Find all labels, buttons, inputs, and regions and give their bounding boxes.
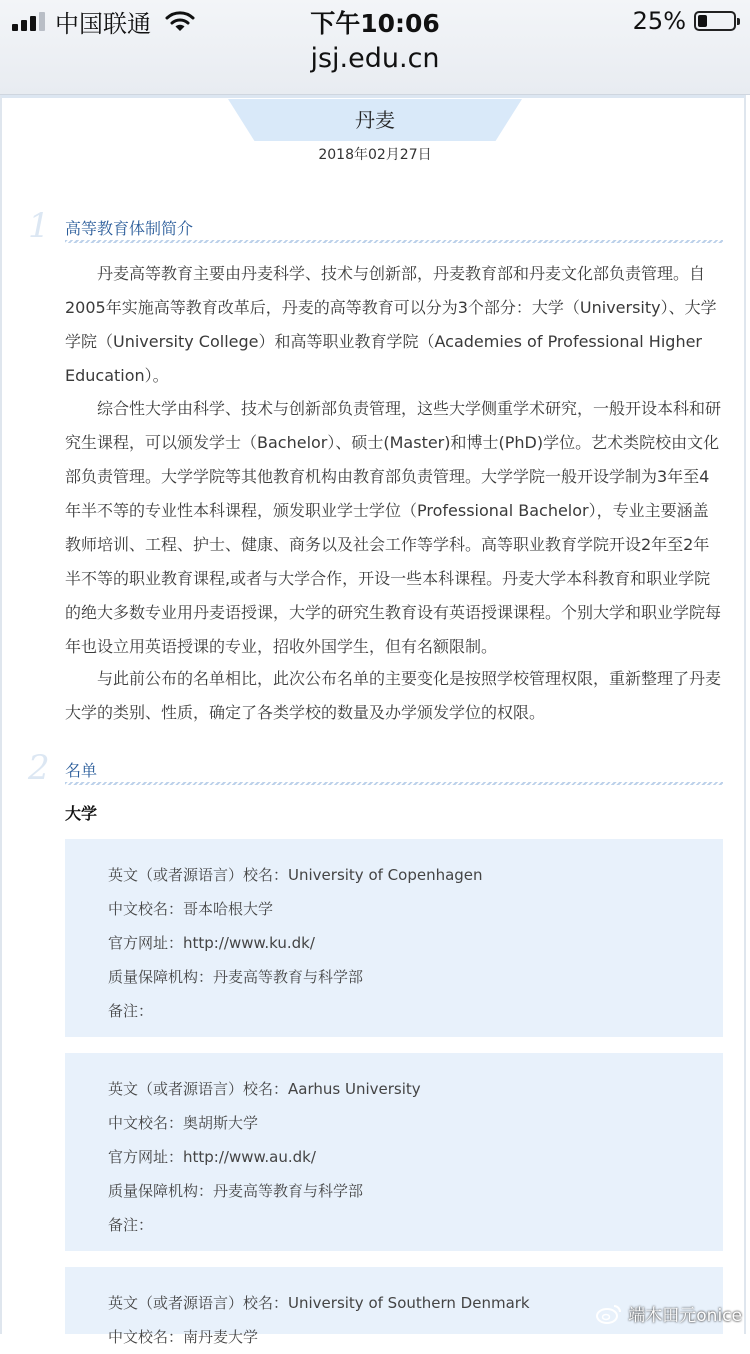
chinese-name-value: 南丹麦大学 — [183, 1328, 259, 1346]
remarks-row — [108, 994, 723, 1028]
browser-top-bar — [0, 0, 750, 95]
battery-percent: 25% — [632, 7, 686, 35]
english-name-value: University of Copenhagen — [288, 866, 483, 884]
website-row — [108, 1140, 723, 1174]
english-name-value: University of Southern Denmark — [288, 1294, 530, 1312]
english-name-row — [108, 858, 723, 892]
qa-agency-value: 丹麦高等教育与科学部 — [213, 1182, 364, 1200]
address-bar-url[interactable]: jsj.edu.cn — [310, 43, 440, 74]
field-label: 中文校名： — [108, 1114, 184, 1132]
website-row — [108, 926, 723, 960]
publish-date: 2018年02月27日 — [318, 147, 432, 163]
field-label: 官方网址： — [108, 1148, 184, 1166]
field-label: 官方网址： — [108, 934, 184, 952]
weibo-logo-icon — [596, 1304, 622, 1324]
section-title: 高等教育体制简介 — [65, 219, 194, 238]
intro-paragraph: 丹麦高等教育主要由丹麦科学、技术与创新部，丹麦教育部和丹麦文化部负责管理。自2005年实施高等教育改革后，丹麦的高等教育可以分为3个部分：大学（University）、大学学院（University College）和高等职业教育学院（Academies of Professional Higher Education）。 — [65, 264, 717, 385]
category-heading: 大学 — [65, 804, 98, 823]
website-value: http://www.ku.dk/ — [183, 934, 315, 952]
carrier-name: 中国联通 — [55, 9, 151, 38]
chinese-name-row — [108, 1106, 723, 1140]
field-label: 质量保障机构： — [108, 1182, 214, 1200]
field-label: 质量保障机构： — [108, 968, 214, 986]
english-name-row — [108, 1072, 723, 1106]
status-time: 下午10:06 — [310, 9, 440, 38]
section-divider — [65, 782, 723, 785]
website-value: http://www.au.dk/ — [183, 1148, 316, 1166]
intro-paragraph: 与此前公布的名单相比，此次公布名单的主要变化是按照学校管理权限，重新整理了丹麦大学的类别、性质，确定了各类学校的数量及办学颁发学位的权限。 — [65, 669, 722, 722]
qa-agency-row — [108, 1174, 723, 1208]
field-label: 英文（或者源语言）校名： — [108, 1294, 289, 1312]
watermark-text: 端木田元onice — [628, 1306, 742, 1326]
qa-agency-value: 丹麦高等教育与科学部 — [213, 968, 364, 986]
weibo-watermark — [596, 1301, 742, 1326]
chinese-name-value: 哥本哈根大学 — [183, 900, 274, 918]
field-label: 英文（或者源语言）校名： — [108, 1080, 289, 1098]
english-name-value: Aarhus University — [288, 1080, 421, 1098]
field-label: 中文校名： — [108, 900, 184, 918]
field-label: 备注： — [108, 1216, 154, 1234]
intro-paragraph: 综合性大学由科学、技术与创新部负责管理，这些大学侧重学术研究，一般开设本科和研究生课程，可以颁发学士（Bachelor）、硕士(Master)和博士(PhD)学位。艺术类院校由文化部负责管理。大学学院等其他教育机构由教育部负责管理。大学学院一般开设学制为3年至4年半不等的专业性本科课程，颁发职业学士学位（Professional Bachelor），专业主要涵盖教师培训、工程、护士、健康、商务以及社会工作等学科。高等职业教育学院开设2年至2年半不等的职业教育课程,或者与大学合作，开设一些本科课程。丹麦大学本科教育和职业学院的绝大多数专业用丹麦语授课，大学的研究生教育设有英语授课课程。个别大学和职业学院每年也设立用英语授课的专业，招收外国学生，但有名额限制。 — [65, 399, 722, 656]
section-divider — [65, 240, 723, 243]
section-number: 1 — [28, 206, 50, 246]
field-label: 中文校名： — [108, 1328, 184, 1346]
battery-icon — [694, 11, 736, 31]
chinese-name-value: 奥胡斯大学 — [183, 1114, 259, 1132]
page-title: 丹麦 — [355, 108, 395, 132]
chinese-name-row — [108, 892, 723, 926]
status-right — [633, 6, 736, 36]
field-label: 备注： — [108, 1002, 154, 1020]
qa-agency-row — [108, 960, 723, 994]
university-card — [65, 839, 723, 1037]
remarks-row — [108, 1208, 723, 1242]
university-card — [65, 1053, 723, 1251]
section-title: 名单 — [65, 761, 98, 780]
section-number: 2 — [28, 748, 50, 788]
field-label: 英文（或者源语言）校名： — [108, 866, 289, 884]
